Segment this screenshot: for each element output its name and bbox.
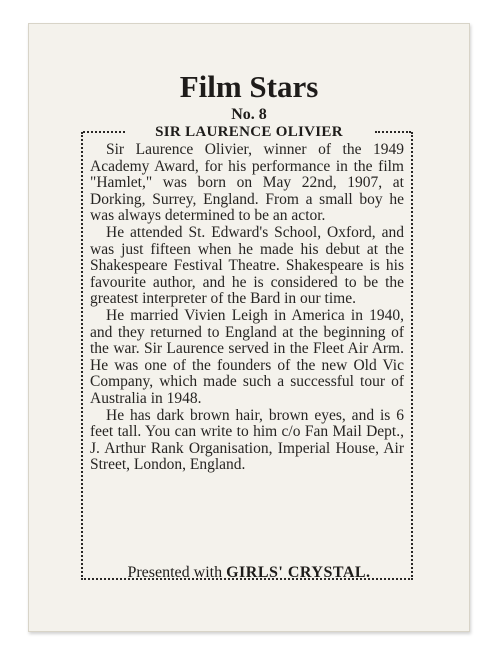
subject-heading: SIR LAURENCE OLIVIER — [155, 124, 343, 140]
card-number: No. 8 — [231, 106, 267, 123]
card-title: Film Stars — [179, 69, 319, 104]
card-footer — [29, 564, 469, 582]
biography-text — [90, 142, 404, 474]
biography-paragraph: He married Vivien Leigh in America in 1940, and they returned to England at the beginning of the war. Sir Laurence served in the Fleet Air Arm. He was one of the founders of the new Old Vic Company, which made such a successful tour of Australia in 1948. — [90, 306, 404, 407]
biography-paragraph: He attended St. Edward's School, Oxford, and was just fifteen when he made his debut at the Shakespeare Festival Theatre. Shakespeare is his favourite author, and he is considered to be the greatest interpreter of the Bard in our time. — [90, 223, 404, 308]
footer-prefix: Presented with — [127, 564, 223, 581]
trading-card — [28, 23, 470, 632]
biography-paragraph: Sir Laurence Olivier, winner of the 1949 Academy Award, for his performance in the film "Hamlet," was born on May 22nd, 1907, at Dorking, Surrey, England. From a small boy he was always determined to be an actor. — [90, 141, 404, 225]
footer-brand: GIRLS' CRYSTAL. — [226, 564, 371, 581]
biography-paragraph: He has dark brown hair, brown eyes, and is 6 feet tall. You can write to him c/o Fan Mail Dept., J. Arthur Rank Organisation, Imperial House, Air Street, London, England. — [90, 406, 404, 474]
